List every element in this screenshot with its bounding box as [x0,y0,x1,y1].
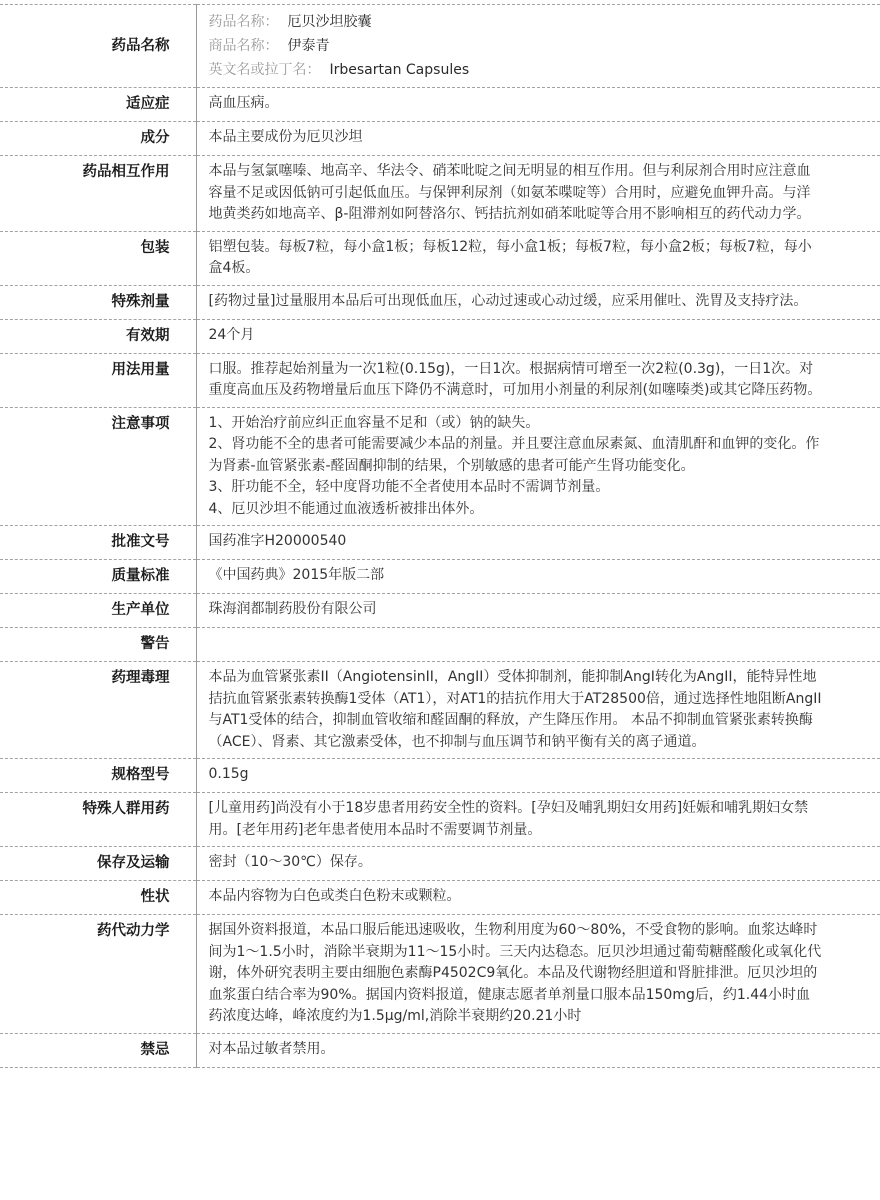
field-key: 英文名或拉丁名： [208,62,321,78]
table-row-pharmacokinetics [0,915,880,1034]
table-row-ingredients [0,122,880,156]
precaution-item: 2、肾功能不全的患者可能需要减少本品的剂量。并且要注意血尿素氮、血清肌酐和血钾的变化。作为肾素-血管紧张素-醛固酮抑制的结果，个别敏感的患者可能产生肾功能变化。 [208,436,820,474]
row-content: 24个月 [196,319,880,353]
table-row-interactions [0,156,880,232]
table-row-drug-name [0,5,880,88]
english-name-line [209,58,823,82]
row-content: 国药准字H20000540 [196,526,880,560]
row-content [196,628,880,662]
row-content: 高血压病。 [196,88,880,122]
precaution-item: 4、厄贝沙坦不能通过血液透析被排出体外。 [208,500,484,517]
row-content: 本品为血管紧张素II（AngiotensinII，AngII）受体抑制剂，能抑制AngI转化为AngII，能特异性地拮抗血管紧张素转换酶1受体（AT1），对AT1的拮抗作用大于AT28500倍，通过选择性地阻断AngII与AT1受体的结合，抑制血管收缩和醛固酮的释放，产生降压作用。 本品不抑制血管紧张素转换酶（ACE）、肾素、其它激素受体，也不抑制与血压调节和钠平衡有关的离子通道。 [196,662,880,759]
row-label: 药代动力学 [0,915,196,1034]
trade-name-line [209,34,823,58]
drug-name-line [209,10,823,34]
field-key: 药品名称： [208,14,279,30]
row-content: 《中国药典》2015年版二部 [196,560,880,594]
row-content: 本品与氢氯噻嗪、地高辛、华法令、硝苯吡啶之间无明显的相互作用。但与利尿剂合用时应注意血容量不足或因低钠可引起低血压。与保钾利尿剂（如氨苯喋啶等）合用时，应避免血钾升高。与洋地黄类药如地高辛、β-阻滞剂如阿替洛尔、钙拮抗剂如硝苯吡啶等合用不影响相互的药代动力学。 [196,156,880,232]
row-label: 特殊人群用药 [0,793,196,847]
row-content [196,5,880,88]
row-content: 珠海润都制药股份有限公司 [196,594,880,628]
table-row-warning [0,628,880,662]
field-value: 厄贝沙坦胶囊 [287,14,372,30]
table-row-appearance [0,881,880,915]
field-value: Irbesartan Capsules [329,62,470,78]
row-label: 警告 [0,628,196,662]
table-row-specification [0,759,880,793]
row-label: 保存及运输 [0,847,196,881]
row-label: 适应症 [0,88,196,122]
table-row-special-populations [0,793,880,847]
row-content [196,407,880,526]
row-label: 规格型号 [0,759,196,793]
table-row-contraindications [0,1033,880,1067]
row-content: [儿童用药]尚没有小于18岁患者用药安全性的资料。[孕妇及哺乳期妇女用药]妊娠和哺乳期妇女禁用。[老年用药]老年患者使用本品时不需要调节剂量。 [196,793,880,847]
row-content: 本品内容物为白色或类白色粉末或颗粒。 [196,881,880,915]
table-row-special-dosage [0,285,880,319]
row-label: 批准文号 [0,526,196,560]
row-label: 特殊剂量 [0,285,196,319]
table-row-packaging [0,231,880,285]
row-label: 药品名称 [0,5,196,88]
table-row-quality-standard [0,560,880,594]
table-row-precautions [0,407,880,526]
field-key: 商品名称： [208,38,279,54]
precaution-item: 1、开始治疗前应纠正血容量不足和（或）钠的缺失。 [208,414,540,431]
row-label: 包装 [0,231,196,285]
row-label: 性状 [0,881,196,915]
table-row-indications [0,88,880,122]
row-label: 用法用量 [0,353,196,407]
row-content: [药物过量]过量服用本品后可出现低血压，心动过速或心动过缓，应采用催吐、洗胃及支持疗法。 [196,285,880,319]
row-content: 铝塑包装。每板7粒，每小盒1板；每板12粒，每小盒1板；每板7粒，每小盒2板；每板7粒，每小盒4板。 [196,231,880,285]
row-label: 质量标准 [0,560,196,594]
table-row-dosage-usage [0,353,880,407]
row-content: 对本品过敏者禁用。 [196,1033,880,1067]
row-label: 禁忌 [0,1033,196,1067]
row-content: 本品主要成份为厄贝沙坦 [196,122,880,156]
table-row-storage-transport [0,847,880,881]
row-content: 0.15g [196,759,880,793]
row-label: 有效期 [0,319,196,353]
row-label: 药品相互作用 [0,156,196,232]
row-label: 注意事项 [0,407,196,526]
table-row-approval-number [0,526,880,560]
row-label: 生产单位 [0,594,196,628]
row-content: 据国外资料报道，本品口服后能迅速吸收，生物利用度为60～80%，不受食物的影响。血浆达峰时间为1～1.5小时，消除半衰期为11～15小时。三天内达稳态。厄贝沙坦通过葡萄糖醛酸化或氧化代谢，体外研究表明主要由细胞色素酶P4502C9氧化。本品及代谢物经胆道和肾脏排泄。厄贝沙坦的血浆蛋白结合率为90%。据国内资料报道，健康志愿者单剂量口服本品150mg后，约1.44小时血药浓度达峰，峰浓度约为1.5μg/ml,消除半衰期约20.21小时 [196,915,880,1034]
table-row-pharmacology-toxicology [0,662,880,759]
field-value: 伊泰青 [287,38,330,54]
table-row-shelf-life [0,319,880,353]
precaution-item: 3、肝功能不全，轻中度肾功能不全者使用本品时不需调节剂量。 [208,479,610,495]
row-label: 成分 [0,122,196,156]
table-row-manufacturer [0,594,880,628]
row-label: 药理毒理 [0,662,196,759]
drug-info-table [0,4,880,1068]
row-content: 口服。推荐起始剂量为一次1粒(0.15g)，一日1次。根据病情可增至一次2粒(0.3g)，一日1次。对重度高血压及药物增量后血压下降仍不满意时，可加用小剂量的利尿剂(如噻嗪类)或其它降压药物。 [196,353,880,407]
row-content: 密封（10～30℃）保存。 [196,847,880,881]
